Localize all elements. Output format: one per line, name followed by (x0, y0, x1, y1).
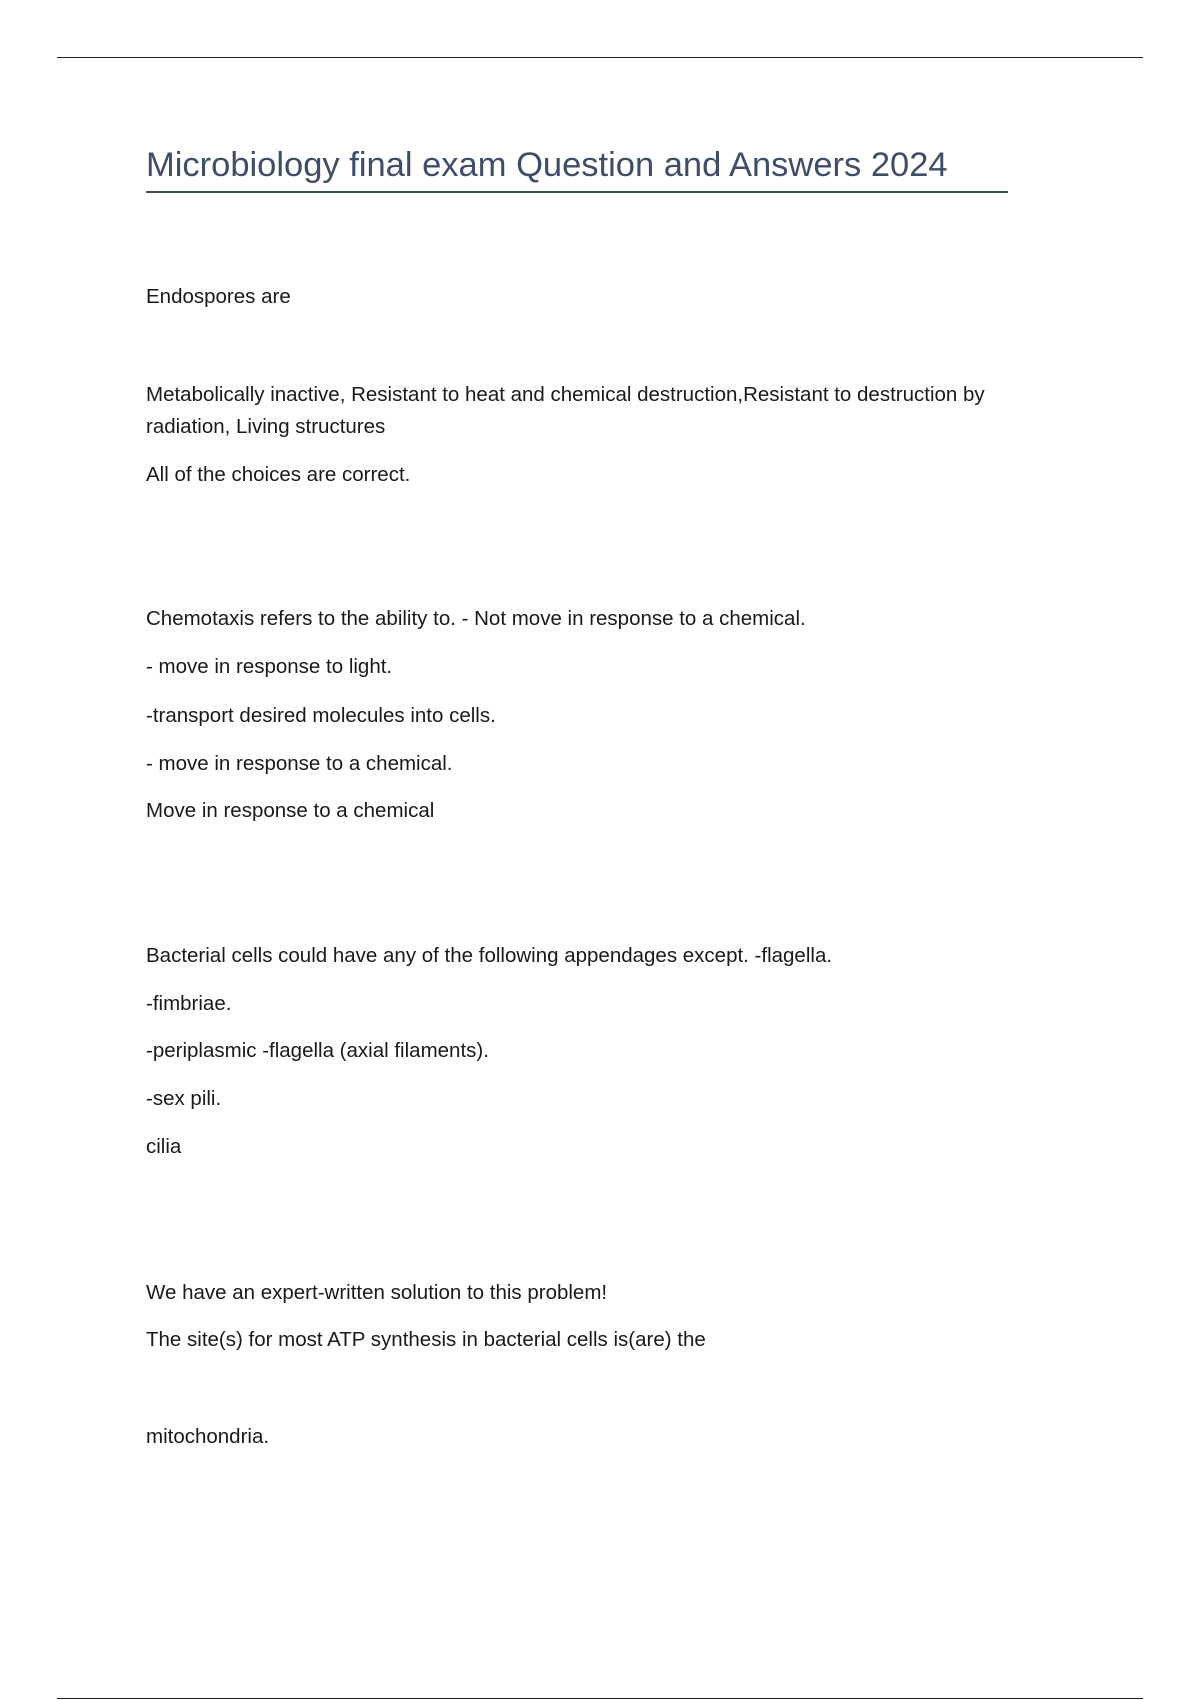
question-text: The site(s) for most ATP synthesis in bacterial cells is(are) the (146, 1328, 706, 1351)
option-text: Metabolically inactive, Resistant to heat and chemical destruction,Resistant to destruction by (146, 383, 985, 406)
answer-text: Move in response to a chemical (146, 799, 435, 822)
option-text: -fimbriae. (146, 992, 232, 1015)
option-text: -periplasmic -flagella (axial filaments). (146, 1039, 489, 1062)
bottom-rule (57, 1698, 1143, 1699)
option-text: -sex pili. (146, 1087, 222, 1110)
note-text: We have an expert-written solution to this problem! (146, 1281, 608, 1304)
answer-text: mitochondria. (146, 1425, 270, 1448)
option-text: - move in response to a chemical. (146, 752, 453, 775)
question-text: Endospores are (146, 285, 291, 308)
title-underline (146, 191, 1008, 193)
answer-text: cilia (146, 1135, 182, 1158)
document-title: Microbiology final exam Question and Answers 2024 (146, 146, 948, 184)
question-text: Bacterial cells could have any of the following appendages except. -flagella. (146, 944, 833, 967)
question-text: Chemotaxis refers to the ability to. - Not move in response to a chemical. (146, 607, 806, 630)
option-text: -transport desired molecules into cells. (146, 704, 496, 727)
answer-text: All of the choices are correct. (146, 463, 411, 486)
option-text: - move in response to light. (146, 655, 393, 678)
option-text: radiation, Living structures (146, 415, 386, 438)
top-rule (57, 57, 1143, 58)
